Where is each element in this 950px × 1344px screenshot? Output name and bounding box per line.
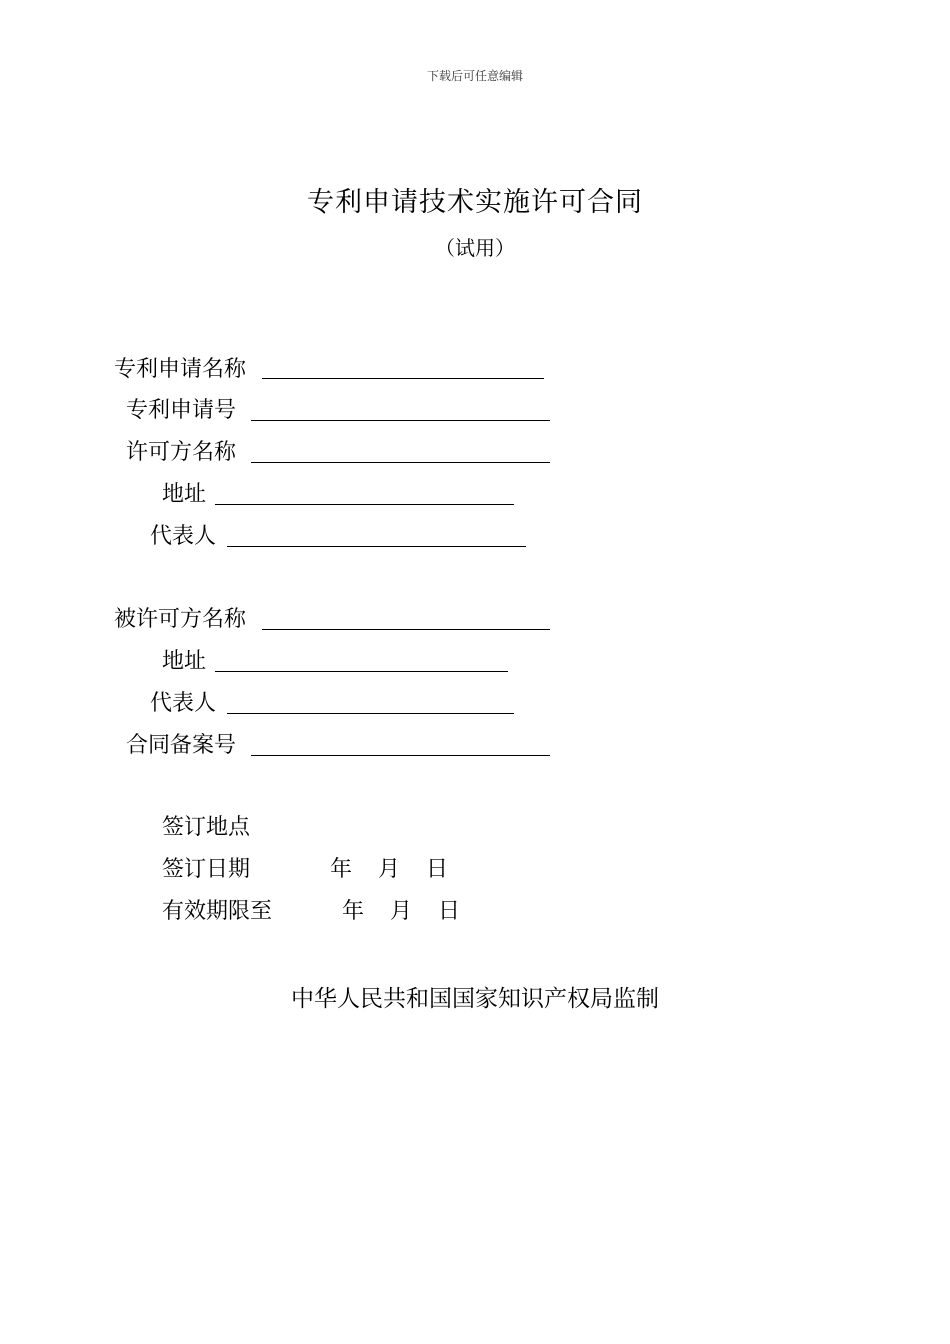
licensor-representative-field[interactable] — [227, 546, 526, 547]
issuing-authority: 中华人民共和国国家知识产权局监制 — [291, 986, 659, 1012]
contract-filing-number-label: 合同备案号 — [126, 733, 237, 758]
licensor-name-label: 许可方名称 — [126, 440, 237, 465]
contract-filing-number-field[interactable] — [251, 755, 550, 756]
patent-application-name-field[interactable] — [262, 378, 544, 379]
licensor-address-label: 地址 — [162, 482, 207, 507]
signing-date-day: 日 — [426, 857, 449, 882]
licensee-representative-field[interactable] — [227, 713, 514, 714]
licensor-representative-label: 代表人 — [150, 524, 217, 549]
signing-place-label: 签订地点 — [162, 815, 251, 840]
signing-date-year: 年 — [330, 857, 353, 882]
licensor-name-field[interactable] — [251, 462, 550, 463]
header-note: 下载后可任意编辑 — [426, 69, 523, 83]
licensee-address-field[interactable] — [215, 671, 508, 672]
document-title: 专利申请技术实施许可合同 — [307, 187, 643, 218]
validity-month: 月 — [390, 899, 413, 924]
licensee-name-field[interactable] — [262, 629, 550, 630]
validity-label: 有效期限至 — [162, 899, 273, 924]
validity-day: 日 — [438, 899, 461, 924]
document-subtitle: （试用） — [435, 236, 515, 260]
licensor-address-field[interactable] — [215, 504, 514, 505]
patent-application-number-field[interactable] — [251, 420, 550, 421]
validity-year: 年 — [342, 899, 365, 924]
signing-date-label: 签订日期 — [162, 857, 251, 882]
licensee-representative-label: 代表人 — [150, 691, 217, 716]
licensee-name-label: 被许可方名称 — [114, 607, 247, 632]
patent-application-name-label: 专利申请名称 — [114, 357, 247, 382]
licensee-address-label: 地址 — [162, 649, 207, 674]
patent-application-number-label: 专利申请号 — [126, 398, 237, 423]
signing-date-month: 月 — [378, 857, 401, 882]
